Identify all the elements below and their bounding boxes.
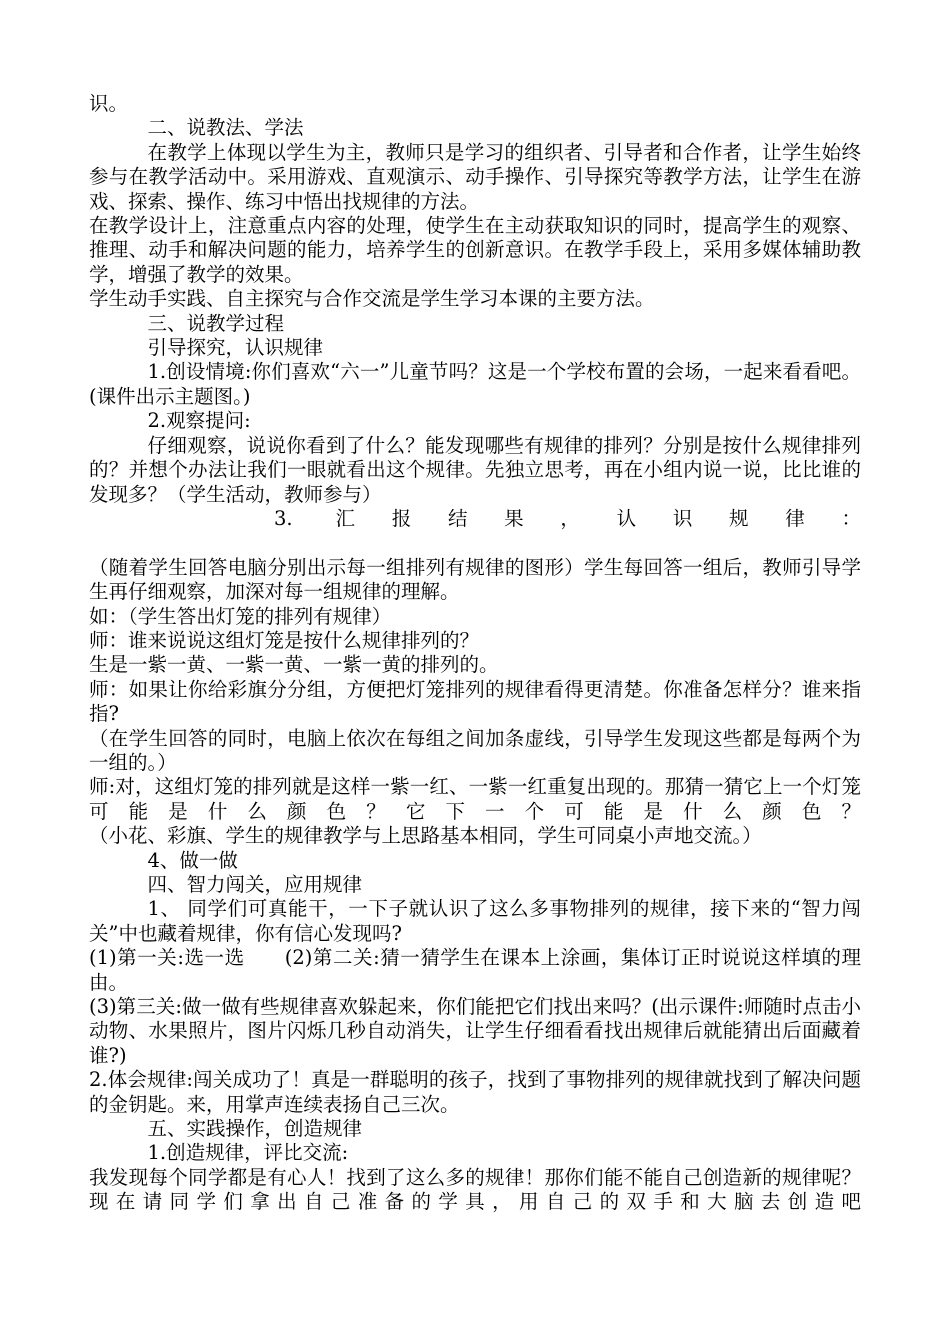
paragraph-8: 1.创设情境:你们喜欢“六一”儿童节吗？这是一个学校布置的会场，一起来看看吧。(课件出示主题图。) [89, 360, 861, 408]
paragraph-23: 1、 同学们可真能干，一下子就认识了这么多事物排列的规律，接下来的“智力闯关”中也藏着规律，你有信心发现吗? [89, 897, 861, 945]
paragraph-4: 在教学设计上，注意重点内容的处理，使学生在主动获取知识的同时，提高学生的观察、推理、动手和解决问题的能力，培养学生的创新意识。在教学手段上，采用多媒体辅助教学，增强了教学的效果。 [89, 214, 861, 286]
paragraph-29: 我发现每个同学都是有心人！找到了这么多的规律！那你们能不能自己创造新的规律呢？现在请同学们拿出自己准备的学具，用自己的双手和大脑去创造吧 [89, 1165, 861, 1214]
blank-line [89, 531, 861, 555]
paragraph-10: 仔细观察，说说你看到了什么？能发现哪些有规律的排列？分别是按什么规律排列的？并想个办法让我们一眼就看出这个规律。先独立思考，再在小组内说一说，比比谁的发现多？（学生活动，教师参与） [89, 433, 861, 506]
paragraph-15: 师：谁来说说这组灯笼是按什么规律排列的？ [89, 628, 480, 652]
paragraph-16: 生是一紫一黄、一紫一黄、一紫一黄的排列的。 [89, 653, 499, 677]
paragraph-9: 2.观察提问: [147, 409, 251, 433]
heading-practice: 五、实践操作，创造规律 [147, 1117, 363, 1141]
paragraph-17: 师：如果让你给彩旗分分组，方便把灯笼排列的规律看得更清楚。你准备怎样分？谁来指指? [89, 677, 861, 726]
paragraph-21: 4、做一做 [147, 848, 238, 872]
paragraph-19: 师:对，这组灯笼的排列就是这样一紫一红、一紫一红重复出现的。那猜一猜它上一个灯笼可能是什么颜色？它下一个可能是什么颜色？ [89, 775, 861, 823]
paragraph-18: （在学生回答的同时，电脑上依次在每组之间加条虚线，引导学生发现这些都是每两个为一组的。） [89, 726, 861, 774]
paragraph-26: 2.体会规律:闯关成功了！真是一群聪明的孩子，找到了事物排列的规律就找到了解决问题的金钥匙。来，用掌声连续表扬自己三次。 [89, 1068, 861, 1116]
heading-teaching-process: 三、说教学过程 [147, 311, 285, 335]
heading-teaching-methods: 二、说教法、学法 [147, 116, 304, 140]
document-page [89, 92, 861, 1215]
paragraph-20: （小花、彩旗、学生的规律教学与上思路基本相同，学生可同桌小声地交流。） [89, 824, 762, 848]
paragraph-1: 识。 [89, 92, 129, 115]
paragraph-24: (1)第一关:选一选 (2)第二关:猜一猜学生在课本上涂画，集体订正时说说这样填的理由。 [89, 946, 861, 994]
paragraph-3: 在教学上体现以学生为主，教师只是学习的组织者、引导者和合作者，让学生始终参与在教学活动中。采用游戏、直观演示、动手操作、引导探究等教学方法，让学生在游戏、探索、操作、练习中悟出找规律的方法。 [89, 140, 861, 213]
paragraph-11-spread: 3. 汇报结果，认识规律： [274, 506, 861, 530]
paragraph-14: 如：（学生答出灯笼的排列有规律） [89, 604, 392, 628]
paragraph-5: 学生动手实践、自主探究与合作交流是学生学习本课的主要方法。 [89, 287, 655, 311]
paragraph-13: （随着学生回答电脑分别出示每一组排列有规律的图形）学生每回答一组后，教师引导学生再仔细观察，加深对每一组规律的理解。 [89, 555, 861, 604]
paragraph-25: (3)第三关:做一做有些规律喜欢躲起来，你们能把它们找出来吗？(出示课件:师随时点击小动物、水果照片，图片闪烁几秒自动消失，让学生仔细看看找出规律后就能猜出后面藏着谁?) [89, 995, 861, 1067]
paragraph-28: 1.创造规律，评比交流: [147, 1141, 349, 1165]
subheading-explore: 引导探究，认识规律 [147, 336, 324, 360]
heading-challenge: 四、智力闯关，应用规律 [147, 872, 363, 896]
